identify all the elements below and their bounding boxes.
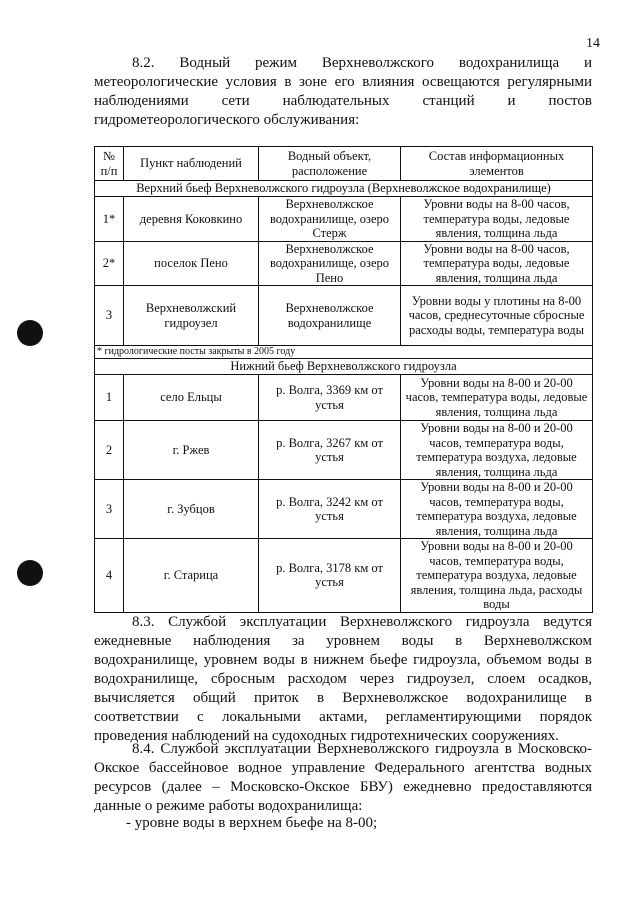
row-object: р. Волга, 3369 км от устья (259, 375, 401, 421)
header-elements: Состав информационных элементов (401, 147, 593, 181)
row-object: Верхневолжское водохранилище, озеро Стерж (259, 197, 401, 242)
row-point: г. Старица (124, 539, 259, 613)
row-number: 2* (95, 241, 124, 286)
list-item-text: - уровне воды в верхнем бьефе на 8-00; (126, 815, 378, 831)
table-row (95, 241, 593, 286)
paragraph-8-2 (94, 54, 592, 130)
table-row (95, 480, 593, 539)
punch-hole-top (17, 320, 43, 346)
paragraph-8-2-text: 8.2. Водный режим Верхневолжского водохранилища и метеорологические условия в зоне его влияния освещаются регулярными наблюдениями сети наблюдательных станций и постов гидрометеорологического обслуживания: (94, 55, 592, 128)
row-number: 2 (95, 421, 124, 480)
paragraph-8-3-text: 8.3. Службой эксплуатации Верхневолжского гидроузла ведутся ежедневные наблюдения за уровнем воды в Верхневолжском водохранилище, уровнем воды в нижнем бьефе гидроузла, объемом воды в водохранилище, сбросным расходом через гидроузел, слоем осадков, вычисляется общий приток в Верхневолжское водохранилище в соответствии с локальными актами, регламентирующими порядок проведения наблюдений на судоходных гидротехнических сооружениях. (94, 614, 592, 744)
row-elements: Уровни воды на 8-00 и 20-00 часов, температура воды, температура воздуха, ледовые явления, толщина льда, расходы воды (401, 539, 593, 613)
row-object: Верхневолжское водохранилище, озеро Пено (259, 241, 401, 286)
table-row (95, 197, 593, 242)
section-row-lower (95, 359, 593, 375)
list-item (94, 814, 592, 833)
table-row (95, 539, 593, 613)
paragraph-8-4 (94, 740, 592, 816)
table-header-row (95, 147, 593, 181)
paragraph-8-3 (94, 613, 592, 746)
row-point: село Ельцы (124, 375, 259, 421)
row-elements: Уровни воды на 8-00 и 20-00 часов, температура воды, температура воздуха, ледовые явления, толщина льда (401, 480, 593, 539)
row-object: р. Волга, 3267 км от устья (259, 421, 401, 480)
row-point: поселок Пено (124, 241, 259, 286)
table-row (95, 421, 593, 480)
row-point: г. Зубцов (124, 480, 259, 539)
row-elements: Уровни воды у плотины на 8-00 часов, среднесуточные сбросные расходы воды, температура воды (401, 286, 593, 346)
section-upper-label: Верхний бьеф Верхневолжского гидроузла (Верхневолжское водохранилище) (95, 181, 593, 197)
row-number: 3 (95, 286, 124, 346)
header-number: № п/п (95, 147, 124, 181)
header-object: Водный объект, расположение (259, 147, 401, 181)
row-point: г. Ржев (124, 421, 259, 480)
row-object: Верхневолжское водохранилище (259, 286, 401, 346)
note-row (95, 346, 593, 359)
row-elements: Уровни воды на 8-00 часов, температура воды, ледовые явления, толщина льда (401, 241, 593, 286)
row-object: р. Волга, 3242 км от устья (259, 480, 401, 539)
paragraph-8-4-text: 8.4. Службой эксплуатации Верхневолжского гидроузла в Московско-Окское бассейновое водное управление Федерального агентства водных ресурсов (далее – Московско-Окское БВУ) ежедневно предоставляются данные о режиме работы водохранилища: (94, 741, 592, 814)
row-elements: Уровни воды на 8-00 и 20-00 часов, температура воды, ледовые явления, толщина льда (401, 375, 593, 421)
page-number: 14 (586, 36, 600, 51)
row-object: р. Волга, 3178 км от устья (259, 539, 401, 613)
row-point: Верхневолжский гидроузел (124, 286, 259, 346)
row-number: 1 (95, 375, 124, 421)
table-row (95, 375, 593, 421)
section-lower-label: Нижний бьеф Верхневолжского гидроузла (95, 359, 593, 375)
table-footnote: * гидрологические посты закрыты в 2005 году (95, 346, 593, 359)
row-number: 4 (95, 539, 124, 613)
section-row-upper (95, 181, 593, 197)
punch-hole-bottom (17, 560, 43, 586)
row-elements: Уровни воды на 8-00 часов, температура воды, ледовые явления, толщина льда (401, 197, 593, 242)
row-elements: Уровни воды на 8-00 и 20-00 часов, температура воды, температура воздуха, ледовые явления, толщина льда (401, 421, 593, 480)
row-point: деревня Коковкино (124, 197, 259, 242)
header-point: Пункт наблюдений (124, 147, 259, 181)
row-number: 1* (95, 197, 124, 242)
table-row (95, 286, 593, 346)
observation-table (94, 146, 593, 613)
row-number: 3 (95, 480, 124, 539)
